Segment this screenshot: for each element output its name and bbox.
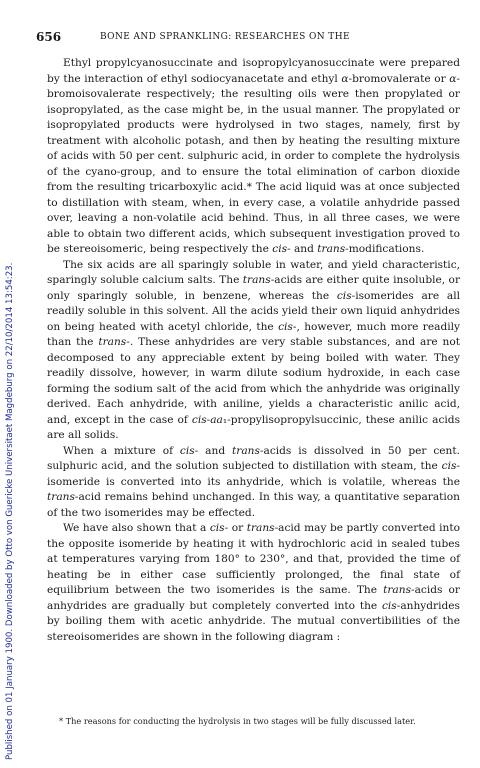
download-notice [3, 8, 17, 760]
text-run: -acids or anhydrides are gradually but completely converted into the [47, 584, 460, 612]
italic-run: cis- [179, 444, 199, 457]
italic-run: trans- [317, 243, 349, 255]
italic-run: cis [336, 289, 352, 302]
text-run: -acids is dissolved in 50 per cent. sulphuric acid, and the solution subjected to distillation with steam, the [47, 444, 461, 472]
text-run: modifications. [348, 243, 425, 255]
text-run: -isomerides are all readily soluble in this solvent. All the acids yield their own liquid anhydrides on being heated with acetyl chloride, the [47, 289, 460, 333]
italic-run: cis [278, 320, 293, 333]
italic-run: trans [383, 584, 412, 596]
text-run: -anhydrides by boiling them with acetic anhydride. The mutual convertibilities of the stereoisomerides are shown in the following diagram : [47, 599, 460, 643]
italic-run: trans [242, 274, 271, 286]
text-run: ₁-propylisopropylsuccinic, these anilic acids are all solids. [47, 413, 461, 441]
italic-run: cis [381, 599, 397, 612]
text-run: -, however, much more readily than the [47, 320, 460, 348]
italic-run: trans [98, 336, 127, 348]
italic-run: trans [47, 491, 75, 503]
footnote [47, 715, 460, 727]
text-run: Ethyl propylcyanosuccinate and isopropylcyanosuccinate were prepared by the interaction of ethyl sodiocyanacetate and ethyl [47, 57, 460, 85]
footnote-text: * The reasons for conducting the hydrolysis in two stages will be fully discussed later. [59, 716, 416, 726]
text-run: We have also shown that a [63, 522, 210, 534]
text-run: The six acids are all sparingly soluble in water, and yield characteristic, sparingly soluble calcium salts. The [47, 258, 460, 286]
text-run: -acids are either quite insoluble, or only sparingly soluble, in benzene, whereas the [47, 274, 461, 302]
italic-run: α [341, 72, 349, 85]
italic-run: α [449, 72, 457, 85]
text-run: or [228, 522, 247, 534]
page-number: 656 [36, 30, 62, 44]
text-run: and [198, 444, 233, 457]
text-run: -acid may be partly converted into the opposite isomeride by heating it with hydrochloric acid in sealed tubes at temperatures varying from 180° to 230°, and that, provided the time of heating be in either case sufficiently prolonged, the final state of equilibrium between the two isomerides is the same. The [47, 522, 460, 596]
italic-run: cis- [272, 243, 291, 255]
text-run: When a mixture of [63, 444, 180, 457]
italic-run: cis-aa [191, 413, 223, 426]
text-run: -bromoisovalerate respectively; the resulting oils were then propylated or isopropylated, as the case might be, in the usual manner. The propylated or isopropylated products were hydrolysed in two stages, namely, first by treatment with alcoholic potash, and then by heating the resulting mixture of acids with 50 per cent. sulphuric acid, in order to complete the hydrolysis of the cyano-group, and to ensure the total elimination of carbon dioxide from the resulting tricarboxylic acid.* The acid liquid was at once subjected to distillation with steam, when, in every case, a volatile anhydride passed over, leaving a non-volatile acid behind. Thus, in all three cases, we were able to obtain two different acids, which subsequent investigation proved to be stereoisomeric, being respectively the [47, 72, 460, 255]
text-run: -bromovalerate or [348, 72, 450, 85]
download-notice-text: Published on 01 January 1900. Downloaded by Otto von Guericke Universitaet Magdeburg on 22/10/2014 13:54:23. [5, 262, 15, 760]
italic-run: trans [232, 444, 260, 457]
running-head: BONE AND SPRANKLING: RESEARCHES ON THE [100, 32, 350, 42]
italic-run: cis- [209, 522, 229, 534]
text-run: and [290, 243, 318, 255]
body-text [47, 56, 460, 645]
paragraph [47, 56, 460, 258]
text-run: -isomeride is converted into its anhydride, which is volatile, whereas the [47, 460, 460, 488]
italic-run: cis [441, 460, 457, 472]
paragraph [47, 258, 460, 444]
paragraph [47, 444, 460, 522]
italic-run: trans [246, 522, 275, 534]
text-run: -. These anhydrides are very stable substances, and are not decomposed to any appreciable extent by being boiled with water. They readily dissolve, however, in warm dilute sodium hydroxide, in each case forming the sodium salt of the acid from which the anhydride was originally derived. Each anhydride, with aniline, yields a characteristic anilic acid, and, except in the case of [47, 336, 460, 426]
paragraph [47, 521, 460, 645]
text-run: -acid remains behind unchanged. In this way, a quantitative separation of the two isomerides may be effected. [47, 491, 460, 519]
